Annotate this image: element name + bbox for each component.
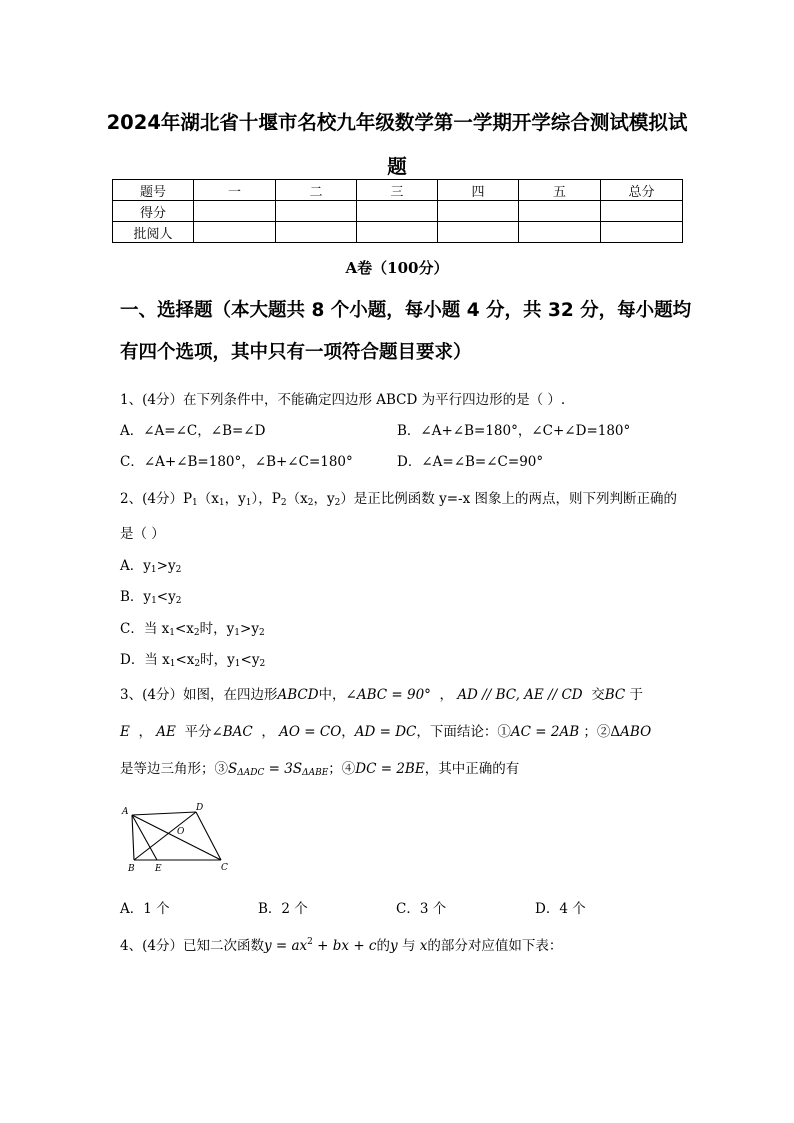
table-header-cell: 总分	[601, 180, 683, 201]
table-cell	[194, 222, 276, 243]
table-cell	[601, 201, 683, 222]
figure-label-d: D	[196, 803, 204, 813]
figure-diagonal-ac	[132, 815, 221, 860]
table-row-label: 得分	[113, 201, 194, 222]
question-2-stem-continued: 是（ ）	[120, 526, 165, 542]
table-header-cell: 题号	[113, 180, 194, 201]
table-header-cell: 三	[357, 180, 438, 201]
volume-heading: A卷（100分）	[345, 259, 449, 277]
question-2-stem: 2、(4分）$P_1(x_1$，$y_1$），$P_2(x_2$，$y_2$）是正比例函数 y=-x 图象上的两点，则下列判断正确的	[120, 491, 678, 508]
document-title: 2024年湖北省十堰市名校九年级数学第一学期开学综合测试模拟试	[106, 111, 688, 134]
section-heading: 一、选择题（本大题共 8 个小题，每小题 4 分，共 32 分，每小题均	[120, 300, 692, 321]
question-1-option-d: D．∠A=∠B=∠C=90°	[397, 454, 544, 470]
table-cell	[276, 222, 357, 243]
question-3-stem-line3: 是等边三角形；$③S_{\Delta ADC} = 3S_{\Delta ABE}$；④DC = 2BE，其中正确的有	[120, 761, 520, 778]
table-header-cell: 四	[438, 180, 519, 201]
question-1-stem: 1、(4分）在下列条件中，不能确定四边形 ABCD 为平行四边形的是（ ）.	[120, 392, 566, 408]
table-cell	[601, 222, 683, 243]
figure-label-a: A	[122, 807, 129, 817]
question-2-option-a: A．$y_1>y_2$	[120, 558, 182, 575]
table-cell	[519, 222, 601, 243]
score-table-header-row	[113, 180, 683, 201]
question-2-option-b: B．$y_1<y_2$	[120, 589, 182, 606]
figure-edge-ad	[132, 812, 196, 815]
figure-label-c: C	[221, 863, 228, 873]
question-3-option-c: C．3 个	[396, 901, 447, 917]
score-table-row	[113, 201, 683, 222]
score-table-row	[113, 222, 683, 243]
question-3-stem-line2: E ， AE 平分∠BAC ， AO = CO，AD = DC，下面结论：①AC = 2AB ；②ΔABO	[120, 724, 652, 740]
table-row-label: 批阅人	[113, 222, 194, 243]
question-1-option-c: C．∠A+∠B=180°，∠B+∠C=180°	[120, 454, 353, 470]
question-3-option-a: A．1 个	[120, 901, 170, 917]
question-3-option-d: D．4 个	[535, 901, 586, 917]
document-title-continued: 题	[387, 155, 407, 178]
table-cell	[194, 201, 276, 222]
table-cell	[276, 201, 357, 222]
question-3-option-b: B．2 个	[258, 901, 308, 917]
figure-label-b: B	[128, 864, 135, 874]
quadrilateral-figure	[118, 800, 233, 878]
table-header-cell: 五	[519, 180, 601, 201]
table-cell	[357, 222, 438, 243]
figure-label-e: E	[155, 864, 162, 874]
section-heading-continued: 有四个选项，其中只有一项符合题目要求）	[120, 342, 472, 363]
figure-label-o: O	[177, 827, 185, 837]
question-2-option-c: C．当 $x_1<x_2$时，$y_1>y_2$	[120, 621, 265, 638]
figure-edge-dc	[196, 812, 221, 860]
table-header-cell: 二	[276, 180, 357, 201]
table-header-cell: 一	[194, 180, 276, 201]
table-cell	[519, 201, 601, 222]
question-4-stem: 4、(4分）已知二次函数$y = ax^2$ + bx + c的y 与 x的部分对应值如下表：	[120, 937, 563, 954]
table-cell	[438, 222, 519, 243]
question-2-option-d: D．当 $x_1<x_2$时，$y_1<y_2$	[120, 652, 266, 669]
question-3-stem: 3、(4分）如图，在四边形ABCD中，∠ABC = 90° ， AD // BC, AE // CD 交BC 于	[120, 687, 644, 703]
figure-edge-ba	[132, 815, 134, 860]
question-1-option-b: B．∠A+∠B=180°，∠C+∠D=180°	[397, 423, 631, 439]
table-cell	[357, 201, 438, 222]
score-table	[112, 179, 683, 243]
table-cell	[438, 201, 519, 222]
question-1-option-a: A．∠A=∠C，∠B=∠D	[120, 423, 266, 439]
